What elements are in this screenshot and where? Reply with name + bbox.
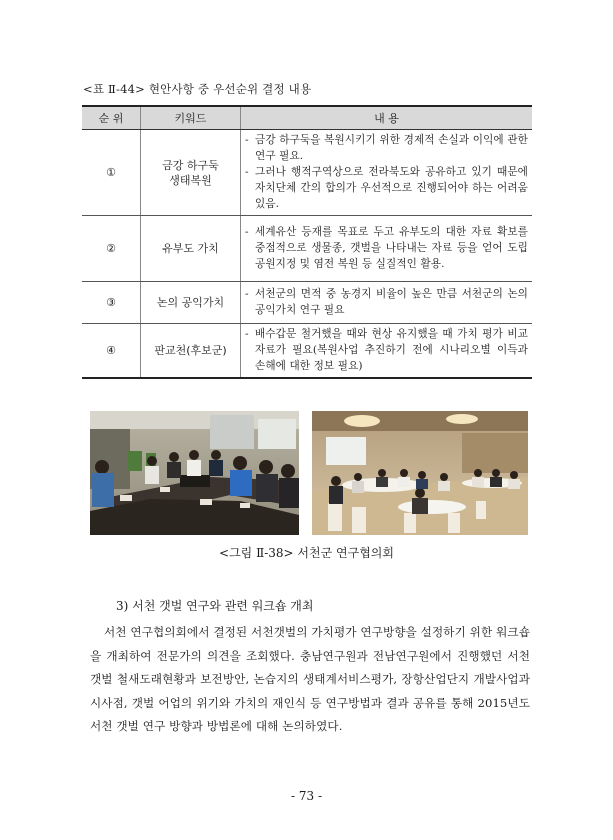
table-header-row — [82, 106, 532, 130]
priority-table — [82, 105, 532, 379]
meeting-photo-left — [90, 411, 299, 535]
content-item: - 세계유산 등재를 목표로 두고 유부도의 대한 자료 확보를 중점적으로 생물종, 갯벌을 나타내는 자료 등을 얻어 도립공원지정 및 염전 복원 등 실질적인 활용. — [245, 226, 528, 270]
keyword-cell: 논의 공익가치 — [141, 282, 241, 324]
photo-strip — [90, 411, 528, 535]
header-keyword: 키워드 — [141, 106, 241, 130]
table-caption: <표 Ⅱ-44> 현안사항 중 우선순위 결정 내용 — [83, 82, 312, 96]
content-item-text: 그러나 행적구역상으로 전라북도와 공유하고 있기 때문에 자치단체 간의 합의가 우선적으로 진행되어야 하는 어려움 있음. — [255, 166, 528, 210]
rank-cell: ④ — [82, 324, 141, 379]
content-item: - 서천군의 면적 중 농경지 비율이 높은 만큼 서천군의 논의 공익가치 연구 필요 — [245, 288, 528, 316]
section-heading: 3) 서천 갯벌 연구와 관련 워크숍 개최 — [116, 599, 314, 613]
rank-cell: ③ — [82, 282, 141, 324]
table-row — [82, 324, 532, 379]
content-cell — [241, 130, 533, 216]
content-cell — [241, 216, 533, 282]
content-cell — [241, 324, 533, 379]
meeting-photo-right — [312, 411, 528, 535]
content-item: - 배수갑문 철거했을 때와 현상 유지했을 때 가치 평가 비교 자료가 필요(복원사업 추진하기 전에 시나리오별 이득과 손해에 대한 정보 필요) — [245, 328, 528, 372]
rank-cell: ① — [82, 130, 141, 216]
content-item: - 그러나 행적구역상으로 전라북도와 공유하고 있기 때문에 자치단체 간의 합의가 우선적으로 진행되어야 하는 어려움 있음. — [245, 166, 528, 210]
content-item-text: 금강 하구둑을 복원시키기 위한 경제적 손실과 이익에 관한 연구 필요. — [255, 134, 528, 162]
content-item-text: 세계유산 등재를 목표로 두고 유부도의 대한 자료 확보를 중점적으로 생물종, 갯벌을 나타내는 자료 등을 얻어 도립공원지정 및 염전 복원 등 실질적인 활용. — [255, 226, 528, 270]
keyword-cell: 유부도 가치 — [141, 216, 241, 282]
table-row — [82, 130, 532, 216]
header-rank: 순 위 — [82, 106, 141, 130]
keyword-cell: 판교천(후보군) — [141, 324, 241, 379]
rank-cell: ② — [82, 216, 141, 282]
content-cell — [241, 282, 533, 324]
content-item-text: 배수갑문 철거했을 때와 현상 유지했을 때 가치 평가 비교 자료가 필요(복원사업 추진하기 전에 시나리오별 이득과 손해에 대한 정보 필요) — [255, 328, 528, 372]
body-paragraph: 서천 연구협의회에서 결정된 서천갯벌의 가치평가 연구방향을 설정하기 위한 워크숍을 개최하여 전문가의 의견을 조회했다. 충남연구원과 전남연구원에서 진행했던 서천갯벌 철새도래현황과 보전방안, 논습지의 생태계서비스평가, 장항산업단지 개발사업과 시사점, 갯벌 어업의 위기와 가치의 재인식 등 연구방법과 결과 공유를 통해 2015년도 서천 갯벌 연구 방향과 방법론에 대해 논의하였다. — [90, 625, 530, 733]
page-number: - 73 - — [290, 789, 322, 803]
content-item: - 금강 하구둑을 복원시키기 위한 경제적 손실과 이익에 관한 연구 필요. — [245, 134, 528, 162]
content-item-text: 서천군의 면적 중 농경지 비율이 높은 만큼 서천군의 논의 공익가치 연구 필요 — [255, 288, 528, 316]
figure-caption: <그림 Ⅱ-38> 서천군 연구협의회 — [219, 546, 394, 560]
table-row — [82, 216, 532, 282]
keyword-text: 금강 하구둑 생태복원 — [162, 158, 219, 187]
table-row — [82, 282, 532, 324]
keyword-cell — [141, 130, 241, 216]
header-content: 내 용 — [241, 106, 533, 130]
